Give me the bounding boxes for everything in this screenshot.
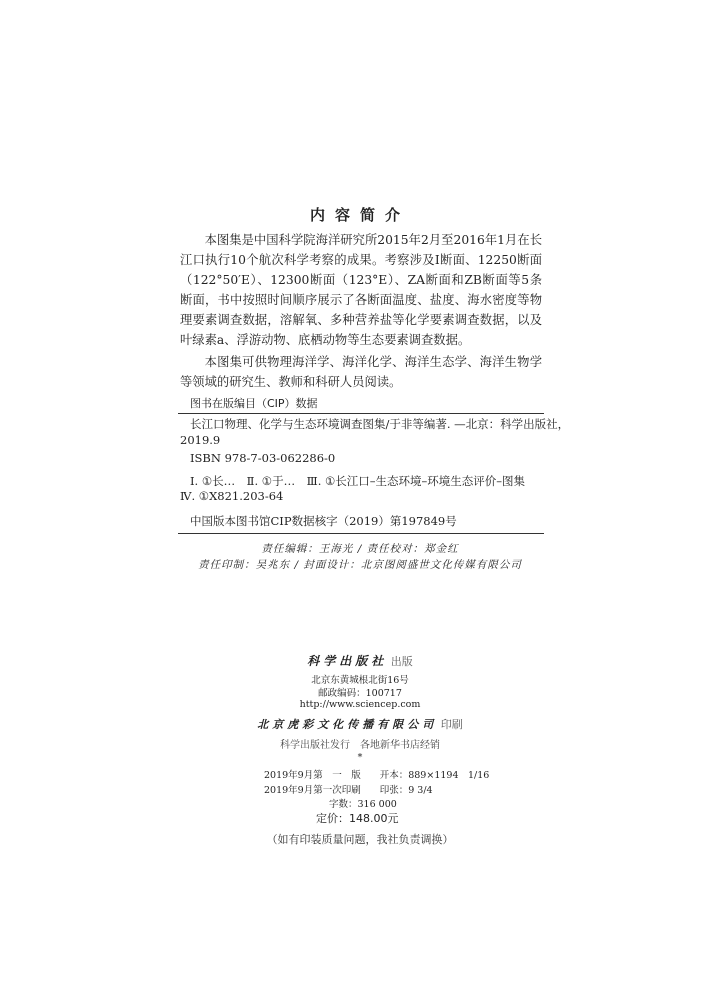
- cip-bottom-rule: [178, 533, 544, 534]
- credits-line2: 责任印制：吴兆东 / 封面设计：北京图阅盛世文化传媒有限公司: [198, 559, 522, 571]
- publisher-suffix: 出版: [390, 655, 413, 668]
- printer-line: [0, 716, 720, 732]
- cip-header: 图书在版编目（CIP）数据: [190, 397, 318, 410]
- word-count: 字数：316 000: [329, 799, 397, 810]
- summary-paragraph-1: 本图集是中国科学院海洋研究所2015年2月至2016年1月在长江口执行10个航次科学考察的成果。考察涉及I断面、12250断面（122°50′E）、12300断面（123°E）、ZA断面和ZB断面等5条断面，书中按照时间顺序展示了各断面温度、盐度、海水密度等物理要素调查数据，溶解氧、多种营养盐等化学要素调查数据，以及叶绿素a、浮游动物、底栖动物等生态要素调查数据。: [180, 233, 542, 347]
- publisher-postcode: 邮政编码：100717: [318, 688, 402, 699]
- cip-subjects-line1: Ⅰ. ①长… Ⅱ. ①于… Ⅲ. ①长江口–生态环境–环境生态评价–图集: [190, 474, 526, 488]
- summary-paragraph-2: 本图集可供物理海洋学、海洋化学、海洋生态学、海洋生物学等领域的研究生、教师和科研人员阅读。: [180, 355, 542, 389]
- cip-top-rule: [178, 413, 544, 414]
- cip-verification: 中国版本图书馆CIP数据核字（2019）第197849号: [190, 514, 457, 528]
- publisher-url: http://www.sciencep.com: [299, 699, 421, 710]
- cip-entry-line1: 长江口物理、化学与生态环境调查图集/于非等编著. —北京：科学出版社，: [190, 417, 570, 431]
- publisher-line: [0, 652, 720, 669]
- edition-line2: 2019年9月第一次印刷 印张：9 3/4: [264, 785, 433, 796]
- price: 定价：148.00元: [316, 812, 399, 825]
- edition-line1: 2019年9月第 一 版 开本：889×1194 1/16: [264, 770, 490, 781]
- printer-suffix: 印刷: [440, 718, 463, 731]
- separator-star: *: [357, 752, 363, 763]
- summary-title: 内容简介: [309, 206, 410, 224]
- cip-isbn: ISBN 978-7-03-062286-0: [190, 451, 336, 465]
- quality-note: （如有印装质量问题，我社负责调换）: [266, 833, 454, 846]
- distribution-line: 科学出版社发行 各地新华书店经销: [280, 740, 440, 751]
- cip-subjects-line2: Ⅳ. ①X821.203-64: [180, 489, 284, 503]
- publisher-address: 北京东黄城根北街16号: [311, 675, 409, 686]
- cip-entry-line2: 2019.9: [180, 433, 221, 447]
- printer-name: 北京虎彩文化传播有限公司: [257, 718, 438, 731]
- credits-line1: 责任编辑：王海光 / 责任校对：郑金红: [261, 543, 459, 555]
- publisher-logo-text: 科学出版社: [307, 654, 388, 668]
